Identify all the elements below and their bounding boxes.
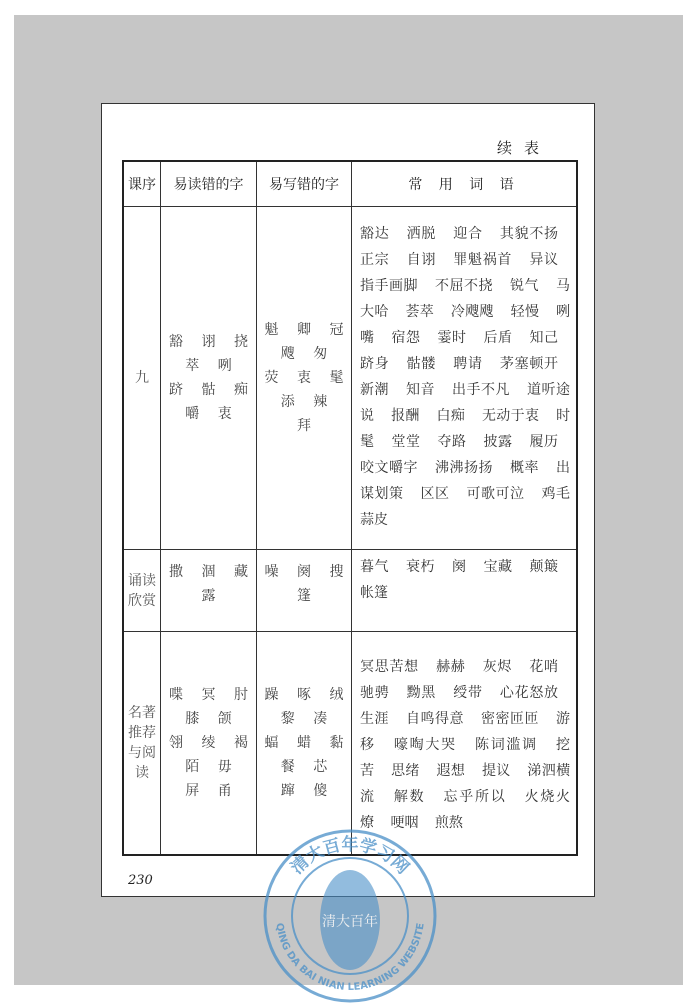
word: 颠簸 (529, 559, 558, 575)
word: 心花怒放 (499, 685, 559, 701)
char-line: 撒 涸 藏 (169, 564, 248, 580)
word: 煎熬 (434, 815, 463, 831)
word: 忘乎所以 (443, 789, 507, 805)
word: 咬文嚼字 (360, 460, 419, 476)
misread-chars-cell (161, 207, 257, 550)
word: 跻身 (360, 356, 390, 372)
word: 冷飕飕 (450, 304, 494, 320)
word: 帐篷 (360, 585, 388, 601)
lesson-label: 名著推荐与阅读 (128, 704, 156, 781)
word: 自鸣得意 (406, 711, 465, 727)
char-line: 蝠 蜡 黏 (264, 734, 344, 751)
char-line: 蹿 傻 (280, 782, 328, 799)
char-line: 萃 咧 (185, 358, 232, 374)
word: 冥思苦想 (360, 659, 419, 675)
char-line: 膝 颌 (185, 710, 232, 727)
word: 游移 (360, 711, 571, 753)
word: 遐想 (436, 763, 466, 779)
word: 自诩 (406, 252, 437, 268)
word: 宝藏 (483, 559, 513, 575)
word: 豁达 (360, 226, 390, 242)
char-line: 拜 (297, 418, 311, 434)
word: 荟萃 (405, 304, 435, 320)
word: 知己 (529, 330, 558, 346)
word: 知音 (406, 382, 436, 398)
word: 指手画脚 (360, 278, 419, 294)
word: 霎时 (437, 330, 467, 346)
miswritten-chars-cell (257, 632, 352, 855)
word: 绶带 (453, 685, 483, 701)
char-line: 翎 绫 褐 (169, 734, 248, 751)
word: 夺路 (437, 434, 467, 450)
table-row (123, 632, 577, 855)
word: 披露 (483, 434, 513, 450)
misread-chars-cell (161, 632, 257, 855)
table-header-row (123, 161, 577, 207)
page-number: 230 (128, 873, 153, 888)
word: 挖苦 (360, 737, 571, 779)
char-line: 喋 冥 肘 (169, 686, 248, 703)
char-line: 屏 甬 (185, 782, 232, 799)
word: 无动于衷 (481, 408, 540, 424)
char-line: 篷 (297, 588, 311, 604)
char-line: 跻 骷 痴 (169, 382, 248, 398)
lesson-label: 诵读欣赏 (128, 572, 156, 609)
word: 解数 (393, 789, 426, 805)
char-line: 魁 卿 冠 (264, 322, 344, 338)
char-line: 陌 毋 (185, 758, 232, 775)
word: 轻慢 (510, 304, 540, 320)
watermark-top-text: 清大百年学习网 (287, 835, 413, 879)
word: 报酬 (391, 408, 420, 424)
word: 火烧火燎 (360, 789, 571, 831)
word: 可歌可泣 (466, 486, 525, 502)
word: 正宗 (360, 252, 390, 268)
word: 新潮 (360, 382, 390, 398)
table-row (123, 550, 577, 632)
word: 陈词滥调 (474, 737, 538, 753)
word: 嚎啕大哭 (393, 737, 457, 753)
lesson-cell: 九 (123, 207, 161, 550)
word: 咧嘴 (360, 304, 571, 346)
word: 出手不凡 (452, 382, 511, 398)
word: 思绪 (391, 763, 420, 779)
word: 罪魁祸首 (453, 252, 513, 268)
word: 锐气 (510, 278, 540, 294)
word: 白痴 (436, 408, 466, 424)
table-caption: 续表 (497, 139, 552, 157)
lesson-cell (123, 550, 161, 632)
word: 堂堂 (391, 434, 421, 450)
char-line: 露 (201, 588, 216, 604)
char-line: 餐 芯 (280, 758, 328, 775)
word: 涕泗横流 (360, 763, 571, 805)
word: 时髦 (360, 408, 571, 450)
word: 驰骋 (360, 685, 390, 701)
word: 黝黑 (406, 685, 437, 701)
word: 洒脱 (406, 226, 437, 242)
watermark-bottom-text: QING DA BAI NIAN LEARNING WEBSITE (273, 922, 427, 994)
word: 马大哈 (360, 278, 571, 320)
char-line: 豁 诩 挠 (169, 334, 248, 350)
char-line: 噪 阕 搜 (264, 564, 344, 580)
watermark-center-text: 清大百年 (322, 914, 378, 930)
word: 骷髅 (406, 356, 437, 372)
char-line: 躁 啄 绒 (264, 686, 344, 703)
watermark-seal (262, 828, 438, 1004)
word: 提议 (481, 763, 511, 779)
char-line: 添 辣 (280, 394, 328, 410)
char-line: 荧 衷 髦 (264, 370, 344, 386)
common-words-cell (352, 632, 578, 855)
header-miswritten: 易写错的字 (257, 161, 352, 207)
lesson-cell (123, 632, 161, 855)
header-misread: 易读错的字 (161, 161, 257, 207)
vocabulary-table (122, 160, 578, 856)
word: 茅塞顿开 (499, 356, 559, 372)
word: 其貌不扬 (499, 226, 559, 242)
char-line: 嚼 衷 (185, 406, 232, 422)
word: 花哨 (529, 659, 559, 675)
misread-chars-cell (161, 550, 257, 632)
word: 迎合 (453, 226, 483, 242)
word: 区区 (420, 486, 450, 502)
word: 宿怨 (391, 330, 421, 346)
table-row (123, 207, 577, 550)
word: 生涯 (360, 711, 390, 727)
word: 赫赫 (436, 659, 466, 675)
word: 不屈不挠 (435, 278, 494, 294)
word: 鸡毛蒜皮 (360, 486, 571, 528)
word: 道听途说 (360, 382, 571, 424)
word: 后盾 (483, 330, 513, 346)
word: 暮气 (360, 559, 390, 575)
word: 衰朽 (406, 559, 436, 575)
word: 沸沸扬扬 (435, 460, 494, 476)
word: 阕 (452, 559, 467, 575)
word: 哽咽 (390, 815, 419, 831)
header-words: 常 用 词 语 (352, 161, 578, 207)
word: 密密匝匝 (481, 711, 540, 727)
common-words-cell (352, 550, 578, 632)
common-words-cell (352, 207, 578, 550)
miswritten-chars-cell (257, 550, 352, 632)
word: 异议 (529, 252, 559, 268)
char-line: 飕 匆 (280, 346, 328, 362)
word: 出谋划策 (360, 460, 571, 502)
char-line: 黎 凑 (280, 710, 328, 727)
miswritten-chars-cell (257, 207, 352, 550)
word: 概率 (510, 460, 540, 476)
word: 履历 (529, 434, 558, 450)
word: 灰烬 (482, 659, 513, 675)
word: 聘请 (453, 356, 483, 372)
header-lesson: 课序 (123, 161, 161, 207)
